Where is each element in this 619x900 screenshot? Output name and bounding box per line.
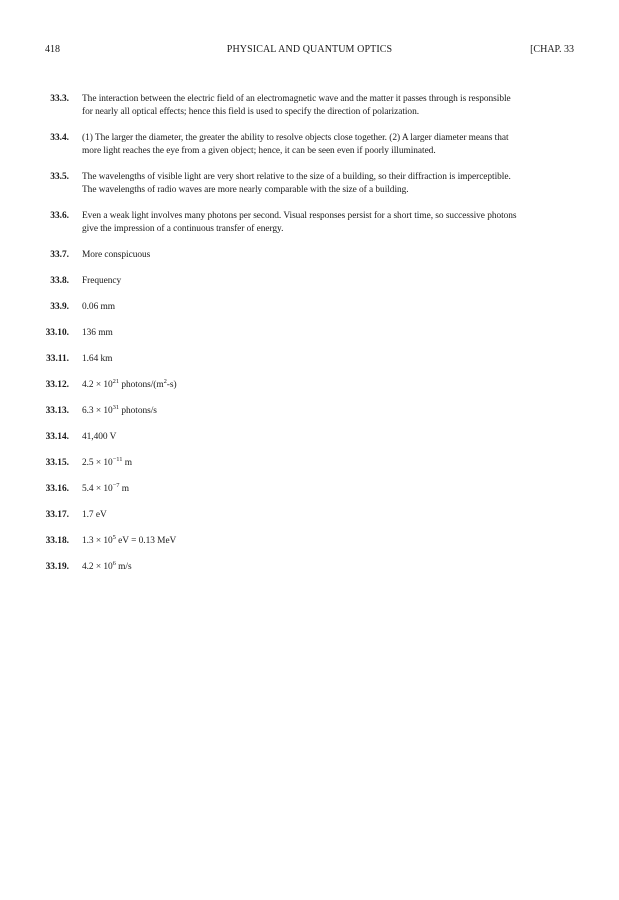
answer-text: 136 mm <box>82 328 113 338</box>
exponent: 2 <box>163 378 167 385</box>
exponent: 5 <box>112 534 116 541</box>
answer-text <box>82 457 575 470</box>
answer-number: 33.6. <box>50 211 69 221</box>
answer-33-10 <box>0 327 619 340</box>
answer-33-4 <box>0 132 619 158</box>
answer-number: 33.8. <box>50 276 69 286</box>
answer-number: 33.14. <box>45 432 69 442</box>
answer-unit: m <box>122 458 132 468</box>
answer-value: 4.2 × 10 <box>82 562 113 572</box>
answer-value: 5.4 × 10 <box>82 484 113 494</box>
page-number: 418 <box>45 44 60 55</box>
answer-33-14 <box>0 431 619 444</box>
answer-33-3 <box>0 93 619 119</box>
answer-unit: photons/(m <box>119 380 164 390</box>
answer-line: Even a weak light involves many photons per second. Visual responses persist for a short time, so successive photons <box>82 211 517 221</box>
answer-33-18 <box>0 535 619 548</box>
answer-text <box>82 93 575 119</box>
answer-33-11 <box>0 353 619 366</box>
answer-33-8 <box>0 275 619 288</box>
answer-text <box>82 132 575 158</box>
answer-33-19 <box>0 561 619 574</box>
answer-unit: eV = 0.13 MeV <box>115 536 177 546</box>
answer-number: 33.13. <box>45 406 69 416</box>
answer-unit: photons/s <box>119 406 157 416</box>
answer-number: 33.11. <box>46 354 69 364</box>
answer-text <box>82 483 575 496</box>
answer-number: 33.7. <box>50 250 69 260</box>
answer-number: 33.3. <box>50 94 69 104</box>
answer-33-13 <box>0 405 619 418</box>
answer-number: 33.16. <box>45 484 69 494</box>
answer-line: The interaction between the electric field of an electromagnetic wave and the matter it passes through is responsible <box>82 94 511 104</box>
answer-number: 33.19. <box>45 562 69 572</box>
answer-unit: -s) <box>166 380 177 390</box>
answer-value: 2.5 × 10 <box>82 458 113 468</box>
answer-value: 6.3 × 10 <box>82 406 113 416</box>
answer-text <box>82 379 575 392</box>
answer-text <box>82 561 575 574</box>
answer-text: More conspicuous <box>82 250 151 260</box>
answer-33-17 <box>0 509 619 522</box>
answer-number: 33.4. <box>50 133 69 143</box>
chapter-reference: [CHAP. 33 <box>530 44 574 55</box>
answer-33-12 <box>0 379 619 392</box>
answer-line: give the impression of a continuous transfer of energy. <box>82 224 284 234</box>
answer-line: The wavelengths of radio waves are more nearly comparable with the size of a building. <box>82 185 409 195</box>
answer-33-9 <box>0 301 619 314</box>
answer-list <box>0 93 619 587</box>
answer-number: 33.18. <box>45 536 69 546</box>
answer-text: 1.64 km <box>82 354 113 364</box>
answer-33-7 <box>0 249 619 262</box>
answer-number: 33.15. <box>45 458 69 468</box>
answer-33-15 <box>0 457 619 470</box>
answer-unit: m <box>119 484 130 494</box>
answer-line: The wavelengths of visible light are very short relative to the size of a building, so their diffraction is imperceptible. <box>82 172 511 182</box>
answer-33-5 <box>0 171 619 197</box>
answer-value: 4.2 × 10 <box>82 380 113 390</box>
answer-number: 33.5. <box>50 172 69 182</box>
answer-text <box>82 171 575 197</box>
answer-33-6 <box>0 210 619 236</box>
answer-text: 41,400 V <box>82 432 117 442</box>
exponent: 21 <box>112 378 120 385</box>
page-header <box>45 43 574 57</box>
answer-number: 33.10. <box>45 328 69 338</box>
answer-text: 0.06 mm <box>82 302 115 312</box>
answer-text <box>82 535 575 548</box>
answer-text: Frequency <box>82 276 122 286</box>
answer-line: for nearly all optical effects; hence this field is used to specify the direction of polarization. <box>82 107 419 117</box>
exponent: −7 <box>112 482 120 489</box>
answer-unit: m/s <box>115 562 132 572</box>
answer-number: 33.12. <box>45 380 69 390</box>
answer-33-16 <box>0 483 619 496</box>
answer-value: 1.3 × 10 <box>82 536 113 546</box>
answer-number: 33.9. <box>50 302 69 312</box>
answer-text <box>82 405 575 418</box>
chapter-title: PHYSICAL AND QUANTUM OPTICS <box>226 44 393 55</box>
answer-text <box>82 210 575 236</box>
exponent: −11 <box>112 456 123 463</box>
exponent: 31 <box>112 404 120 411</box>
answer-text: 1.7 eV <box>82 510 107 520</box>
answer-line: (1) The larger the diameter, the greater the ability to resolve objects close together. (2) A larger diameter means that <box>82 133 509 143</box>
exponent: 6 <box>112 560 116 567</box>
answer-number: 33.17. <box>45 510 69 520</box>
answer-line: more light reaches the eye from a given object; hence, it can be seen even if poorly illuminated. <box>82 146 436 156</box>
